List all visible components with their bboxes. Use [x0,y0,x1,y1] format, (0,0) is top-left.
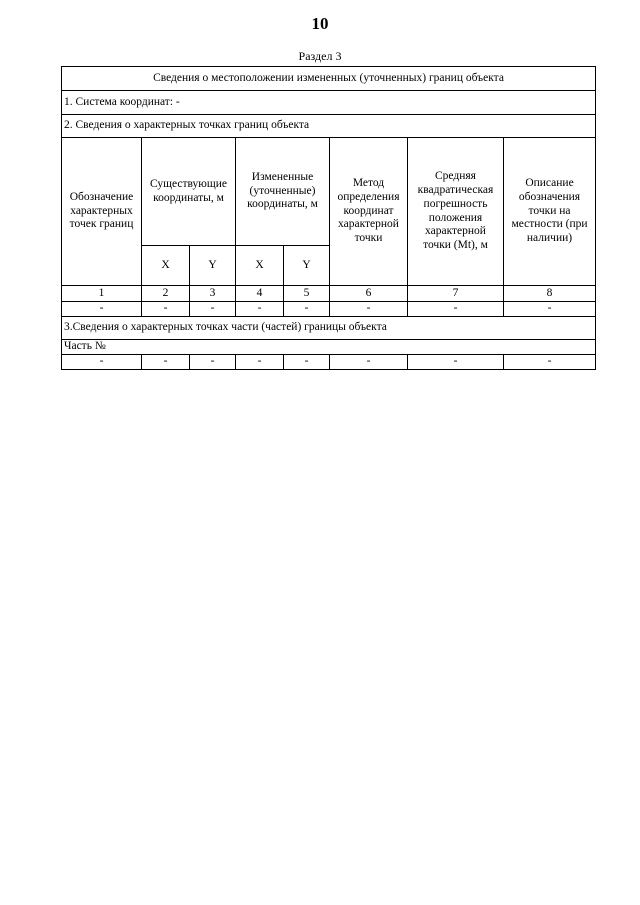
header-x-changed: X [236,246,284,286]
column-number: 8 [504,286,596,302]
column-numbers-row [62,286,596,302]
header-x-existing: X [142,246,190,286]
column-number: 4 [236,286,284,302]
column-number: 2 [142,286,190,302]
table-cell: - [284,355,330,370]
header-designation: Обозначение характерных точек границ [62,138,142,286]
page-number: 10 [311,14,329,33]
table-row [62,355,596,370]
table-cell: - [190,355,236,370]
header-existing-coords: Существующие координаты, м [142,138,236,246]
table-cell: - [62,355,142,370]
section-title: Раздел 3 [298,49,342,63]
header-method: Метод определения координат характерной точки [330,138,408,286]
column-number: 6 [330,286,408,302]
header-y-existing: Y [190,246,236,286]
column-number: 1 [62,286,142,302]
boundary-table [61,66,596,370]
table-cell: - [330,302,408,317]
header-y-changed: Y [284,246,330,286]
table-cell: - [236,302,284,317]
header-error: Средняя квадратическая погрешность положения характерной точки (Mt), м [408,138,504,286]
points-heading: 2. Сведения о характерных точках границ объекта [62,115,596,138]
part-number-label: Часть № [62,340,596,355]
table-cell: - [236,355,284,370]
header-description: Описание обозначения точки на местности (при наличии) [504,138,596,286]
column-number: 7 [408,286,504,302]
table-cell: - [62,302,142,317]
table-title: Сведения о местоположении измененных (уточненных) границ объекта [62,67,596,91]
table-cell: - [190,302,236,317]
coordinate-system: 1. Система координат: - [62,91,596,115]
header-changed-coords: Измененные (уточненные) координаты, м [236,138,330,246]
table-cell: - [142,302,190,317]
table-cell: - [408,355,504,370]
column-number: 3 [190,286,236,302]
table-cell: - [330,355,408,370]
table-cell: - [504,302,596,317]
table-row [62,302,596,317]
table-cell: - [408,302,504,317]
table-cell: - [284,302,330,317]
table-cell: - [504,355,596,370]
part-points-heading: 3.Сведения о характерных точках части (частей) границы объекта [62,317,596,340]
column-number: 5 [284,286,330,302]
table-cell: - [142,355,190,370]
